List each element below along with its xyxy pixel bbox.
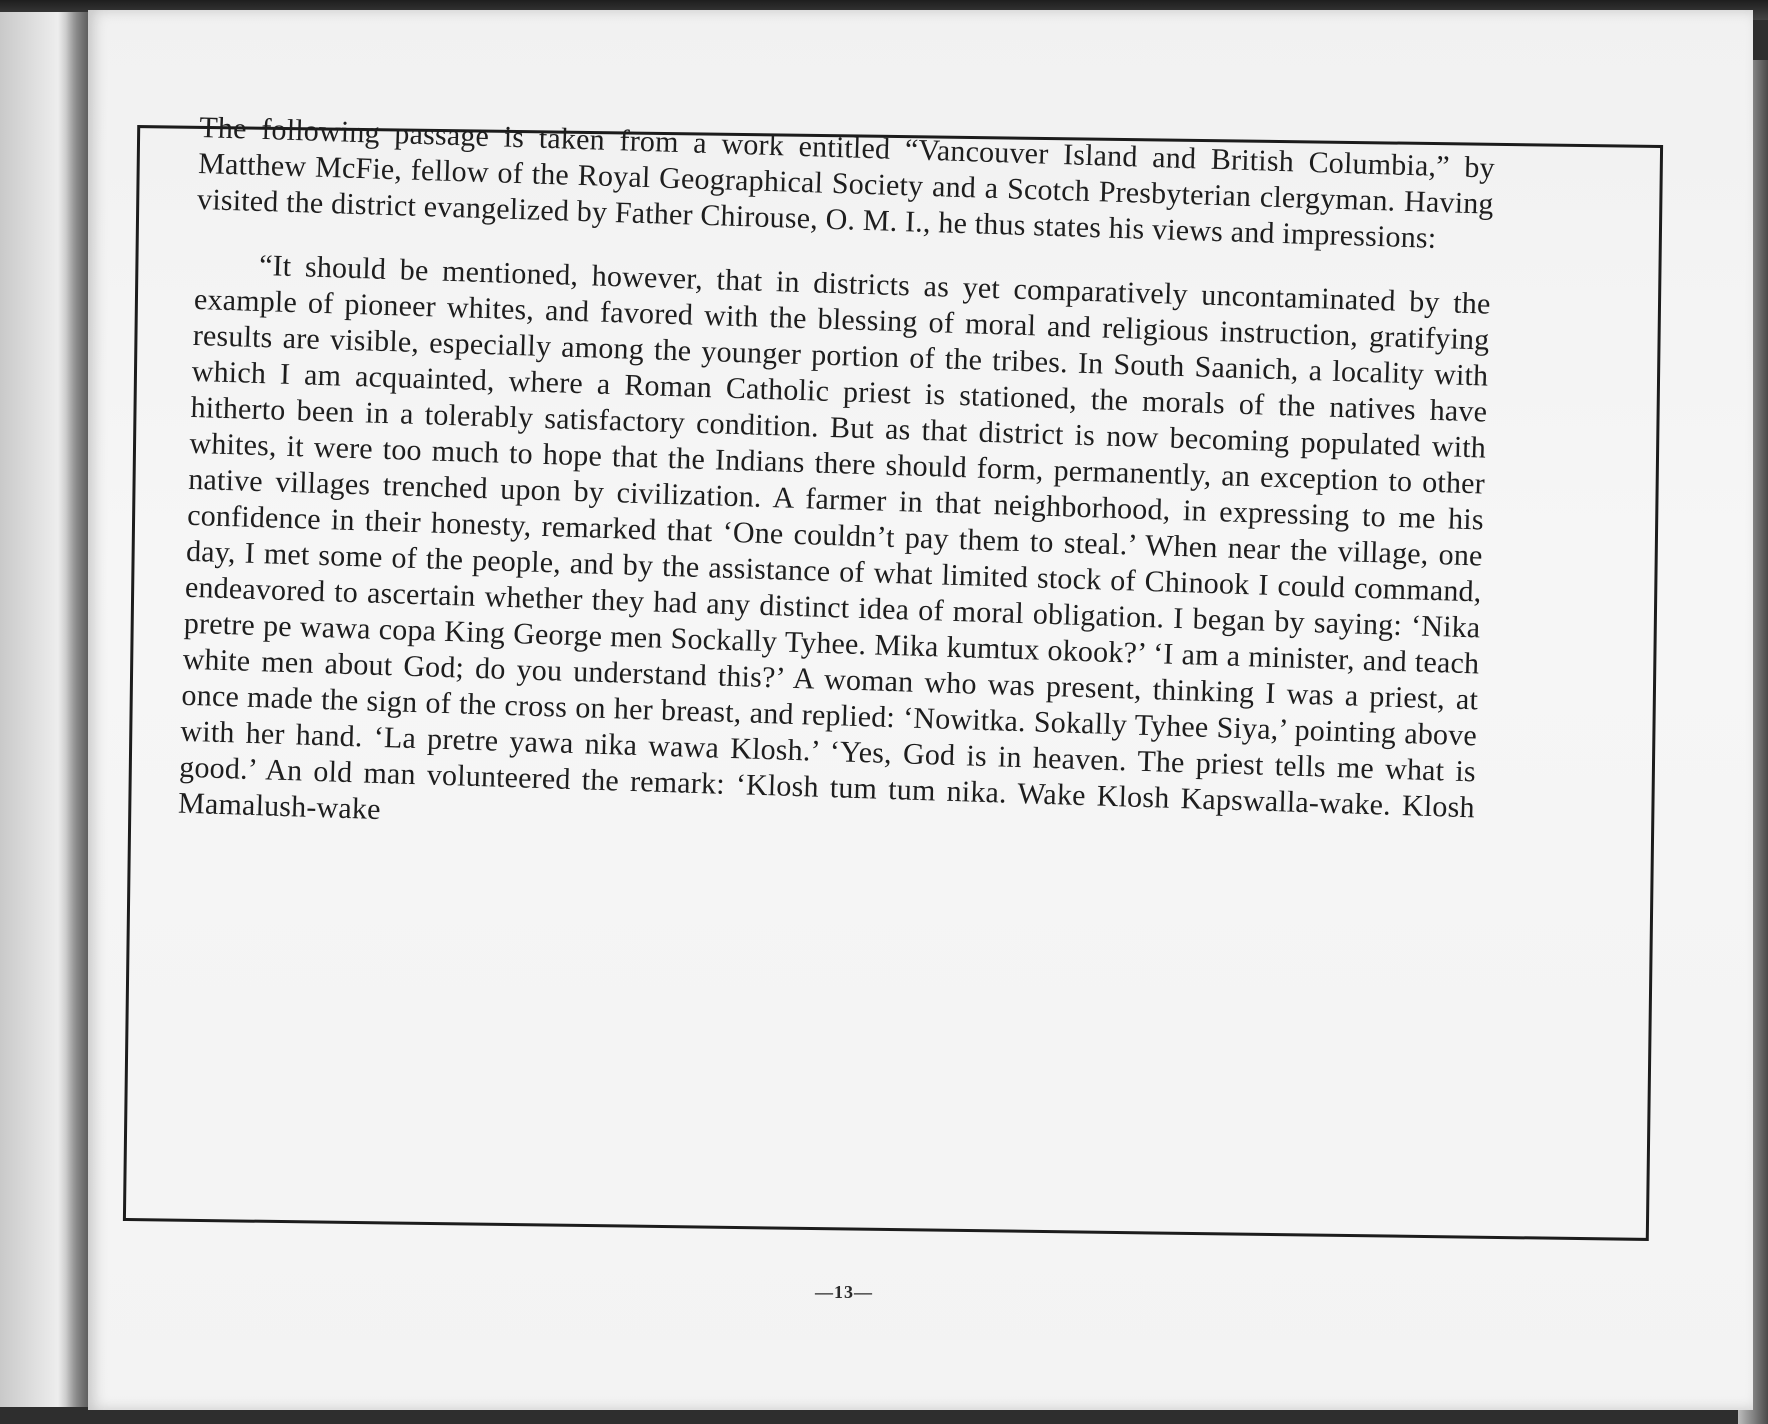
body-text	[178, 110, 1496, 862]
intro-paragraph: The following passage is taken from a work entitled “Vancouver Island and British Columbia,” by Matthew McFie, fellow of the Royal Geographical Society and a Scotch Presbyterian clergyman. Having visited the district evangelized by Father Chirouse, O. M. I., he thus states his views and impressions:	[196, 110, 1496, 255]
page-number: —13—	[815, 1282, 873, 1302]
quotation-paragraph: “It should be mentioned, however, that in districts as yet comparatively uncontaminated by the example of pioneer whites, and favored with the blessing of moral and religious instruction, gratifying results are visible, especially among the younger portion of the tribes. In South Saanich, a locality with which I am acquainted, where a Roman Catholic priest is stationed, the morals of the natives have hitherto been in a tolerably satisfactory condition. But as that district is now becoming populated with whites, it were too much to hope that the Indians there should form, permanently, an exception to other native villages trenched upon by civilization. A farmer in that neighborhood, in expressing to me his confidence in their honesty, remarked that ‘One couldn’t pay them to steal.’ When near the village, one day, I met some of the people, and by the assistance of what limited stock of Chinook I could command, endeavored to ascertain whether they had any distinct idea of moral obligation. I began by saying: ‘Nika pretre pe wawa copa King George men Sockally Tyhee. Mika kumtux okook?’ ‘I am a minister, and teach white men about God; do you understand this?’ A woman who was present, thinking I was a priest, at once made the sign of the cross on her breast, and replied: ‘Nowitka. Sokally Tyhee Siya,’ pointing above with her hand. ‘La pretre yawa nika wawa Klosh.’ ‘Yes, God is in heaven. The priest tells me what is good.’ An old man volunteered the remark: ‘Klosh tum tum nika. Wake Klosh Kapswalla-wake. Klosh Mamalush-wake	[177, 248, 1492, 827]
book-page	[88, 10, 1753, 1410]
book-gutter-shadow	[58, 12, 92, 1407]
